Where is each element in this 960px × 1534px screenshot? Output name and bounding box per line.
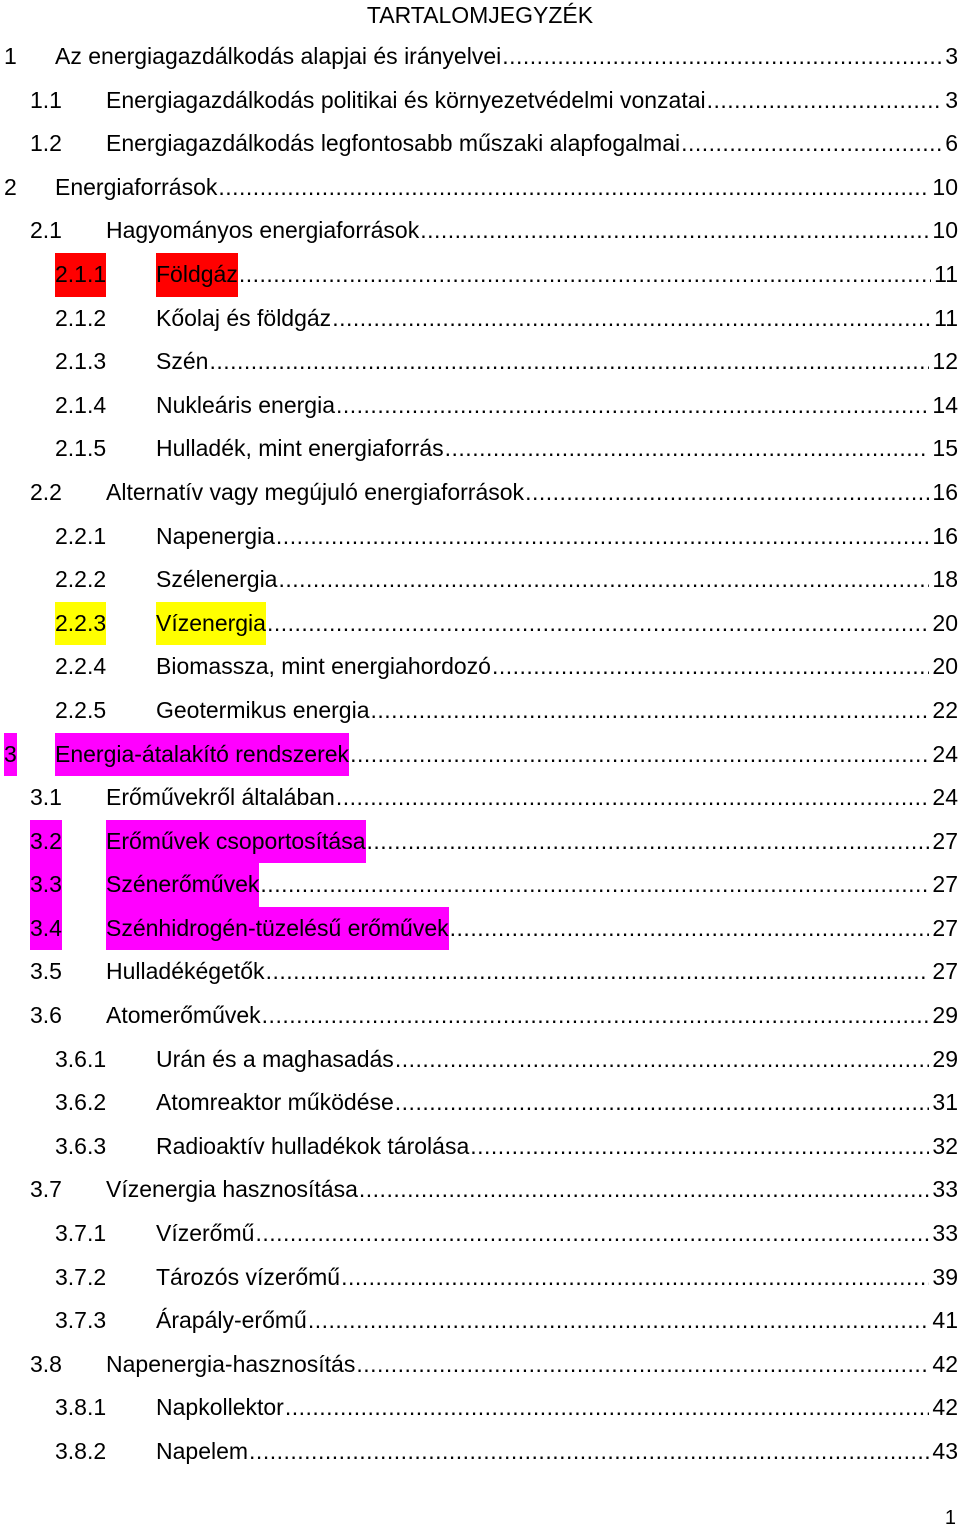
toc-entry-number: 1 [4,43,17,69]
toc-dot-leader [367,820,930,864]
toc-dot-leader [239,253,931,297]
toc-entry[interactable] [0,166,960,210]
toc-entry-number: 3.6.3 [55,1132,107,1159]
toc-entry[interactable] [0,558,960,602]
page-number: 1 [944,1507,956,1529]
toc-entry-label: Urán és a maghasadás [156,1045,394,1072]
toc-entry[interactable] [0,1430,960,1474]
toc-entry-page: 15 [932,435,958,462]
toc-dot-leader [262,994,930,1038]
toc-entry-label: Erőművek csoportosítása [106,820,366,864]
toc-entry-page: 33 [932,1220,958,1247]
toc-entry-number: 3.2 [30,820,62,864]
toc-entry[interactable] [0,515,960,559]
toc-entry-label: Energiagazdálkodás politikai és környezetvédelmi vonzatai [106,86,706,113]
toc-entry-number: 2.2.1 [55,522,107,549]
toc-entry[interactable] [0,1038,960,1082]
toc-entry-label: Kőolaj és földgáz [156,304,332,331]
toc-entry-number: 2.1.1 [55,253,106,297]
toc-entry-label: Erőművekről általában [106,784,335,811]
toc-entry-label: Alternatív vagy megújuló energiaforrások [106,478,525,505]
toc-dot-leader [525,471,929,515]
toc-entry-label: Hagyományos energiaforrások [106,217,420,244]
toc-entry-label: Szénhidrogén-tüzelésű erőművek [106,907,449,951]
toc-entry-page: 27 [932,871,958,898]
page-title: TARTALOMJEGYZÉK [366,2,594,28]
toc-entry-page: 12 [932,348,958,375]
toc-entry-number: 3.1 [30,784,62,811]
toc-entry-page: 27 [932,914,958,941]
toc-dot-leader [395,1038,930,1082]
toc-entry-page: 3 [945,43,958,69]
toc-entry-number: 3.3 [30,863,62,907]
toc-entry-label: Radioaktív hulladékok tárolása [156,1132,470,1159]
toc-entry-page: 16 [932,478,958,505]
toc-entry-label: Atomerőművek [106,1002,261,1029]
toc-entry-page: 22 [932,696,958,723]
toc-entry-page: 3 [945,86,958,113]
toc-entry[interactable] [0,384,960,428]
toc-entry-label: Szén [156,348,209,375]
toc-dot-leader [285,1386,930,1430]
toc-entry-number: 1.2 [30,130,62,157]
toc-entry-page: 42 [932,1350,958,1377]
toc-entry-page: 27 [932,827,958,854]
toc-entry-label: Vízenergia hasznosítása [106,1176,358,1203]
toc-entry-label: Szénerőművek [106,863,259,907]
toc-entry-page: 10 [932,173,958,200]
toc-entry[interactable] [0,427,960,471]
toc-dot-leader [255,1212,929,1256]
toc-entry-page: 14 [932,391,958,418]
toc-entry-page: 27 [932,958,958,985]
toc-dot-leader [350,733,929,777]
toc-entry[interactable] [0,209,960,253]
toc-entry-number: 2.1.4 [55,391,107,418]
toc-dot-leader [681,122,942,166]
toc-entry-number: 3.4 [30,907,62,951]
toc-entry-label: Energiaforrások [55,173,218,200]
toc-entry-number: 2.1.3 [55,348,107,375]
table-of-contents [0,35,960,1474]
toc-entry-number: 2.1.2 [55,304,107,331]
toc-entry-label: Az energiagazdálkodás alapjai és irányelvei [55,43,502,69]
toc-dot-leader [341,1256,929,1300]
toc-entry-number: 3.6 [30,1002,62,1029]
toc-dot-leader [218,166,929,210]
toc-dot-leader [395,1081,930,1125]
toc-entry-page: 24 [932,740,958,767]
toc-entry-number: 3.6.1 [55,1045,107,1072]
toc-entry[interactable] [0,35,960,79]
toc-entry[interactable] [0,776,960,820]
toc-entry-number: 2 [4,173,17,200]
toc-entry-page: 20 [932,653,958,680]
toc-dot-leader [267,602,929,646]
toc-dot-leader [308,1299,930,1343]
toc-entry[interactable] [0,733,960,777]
toc-entry-number: 2.2.4 [55,653,107,680]
toc-entry[interactable] [0,950,960,994]
toc-dot-leader [332,297,931,341]
toc-entry[interactable] [0,297,960,341]
toc-entry[interactable] [0,340,960,384]
toc-entry-number: 3 [4,733,17,777]
toc-entry-label: Vízerőmű [156,1220,255,1247]
toc-entry[interactable] [0,863,960,907]
toc-entry-label: Szélenergia [156,566,278,593]
toc-entry-number: 2.2.5 [55,696,107,723]
toc-entry-number: 3.7.3 [55,1307,107,1334]
toc-entry-page: 41 [932,1307,958,1334]
toc-entry-label: Napkollektor [156,1394,284,1421]
toc-dot-leader [502,35,942,79]
toc-dot-leader [336,776,930,820]
toc-entry-number: 3.7.1 [55,1220,107,1247]
toc-entry-number: 1.1 [30,86,62,113]
toc-entry-number: 3.8 [30,1350,62,1377]
toc-entry-page: 16 [932,522,958,549]
toc-entry-label: Atomreaktor működése [156,1089,394,1116]
toc-entry-label: Nukleáris energia [156,391,335,418]
toc-dot-leader [249,1430,929,1474]
toc-entry[interactable] [0,1168,960,1212]
toc-entry[interactable] [0,820,960,864]
toc-entry-page: 18 [932,566,958,593]
toc-entry-page: 29 [932,1045,958,1072]
toc-entry-page: 42 [932,1394,958,1421]
toc-entry-label: Földgáz [156,253,238,297]
toc-dot-leader [336,384,929,428]
toc-entry[interactable] [0,471,960,515]
toc-entry[interactable] [0,994,960,1038]
toc-entry[interactable] [0,1125,960,1169]
toc-entry-page: 39 [932,1263,958,1290]
toc-entry-page: 32 [932,1132,958,1159]
toc-entry-label: Napelem [156,1438,249,1464]
toc-entry-label: Tározós vízerőmű [156,1263,341,1290]
toc-entry-number: 3.6.2 [55,1089,107,1116]
toc-entry[interactable] [0,253,960,297]
toc-dot-leader [707,79,943,123]
toc-entry-number: 2.1.5 [55,435,107,462]
toc-dot-leader [278,558,929,602]
toc-dot-leader [445,427,930,471]
toc-entry-number: 2.1 [30,217,62,244]
toc-dot-leader [470,1125,929,1169]
toc-entry[interactable] [0,1212,960,1256]
toc-entry[interactable] [0,602,960,646]
toc-dot-leader [266,950,930,994]
toc-entry-label: Árapály-erőmű [156,1307,307,1334]
toc-entry[interactable] [0,79,960,123]
toc-entry-label: Napenergia [156,522,275,549]
toc-entry-number: 3.7 [30,1176,62,1203]
toc-entry-page: 20 [932,609,958,636]
toc-entry[interactable] [0,1256,960,1300]
toc-entry-label: Energiagazdálkodás legfontosabb műszaki alapfogalmai [106,130,681,157]
toc-entry-number: 3.8.2 [55,1438,107,1464]
toc-entry-number: 2.2.2 [55,566,107,593]
toc-entry-number: 3.7.2 [55,1263,107,1290]
toc-entry-page: 11 [934,260,958,287]
toc-entry-label: Biomassza, mint energiahordozó [156,653,491,680]
toc-dot-leader [420,209,929,253]
toc-dot-leader [450,907,930,951]
toc-dot-leader [260,863,929,907]
toc-entry[interactable] [0,1299,960,1343]
toc-entry-label: Energia-átalakító rendszerek [55,733,349,777]
toc-entry-number: 3.5 [30,958,62,985]
toc-entry[interactable] [0,1081,960,1125]
toc-dot-leader [492,645,929,689]
toc-entry-page: 24 [932,784,958,811]
toc-entry-page: 11 [934,304,958,331]
toc-dot-leader [371,689,930,733]
toc-entry[interactable] [0,122,960,166]
toc-entry-number: 2.2 [30,478,62,505]
toc-dot-leader [209,340,929,384]
toc-entry-number: 3.8.1 [55,1394,107,1421]
toc-dot-leader [276,515,929,559]
toc-entry-page: 10 [932,217,958,244]
toc-entry-page: 31 [932,1089,958,1116]
toc-entry[interactable] [0,907,960,951]
toc-entry[interactable] [0,1343,960,1387]
toc-entry-label: Vízenergia [156,602,266,646]
toc-entry-label: Hulladékégetők [106,958,265,985]
toc-entry-number: 2.2.3 [55,602,106,646]
toc-entry-label: Hulladék, mint energiaforrás [156,435,444,462]
toc-entry[interactable] [0,645,960,689]
toc-dot-leader [356,1343,929,1387]
toc-dot-leader [359,1168,930,1212]
toc-entry-page: 6 [945,130,958,157]
toc-entry[interactable] [0,1386,960,1430]
toc-entry-label: Geotermikus energia [156,696,370,723]
toc-entry-page: 29 [932,1002,958,1029]
toc-entry-page: 33 [932,1176,958,1203]
toc-entry-page: 43 [932,1438,958,1464]
toc-entry[interactable] [0,689,960,733]
toc-entry-label: Napenergia-hasznosítás [106,1350,356,1377]
